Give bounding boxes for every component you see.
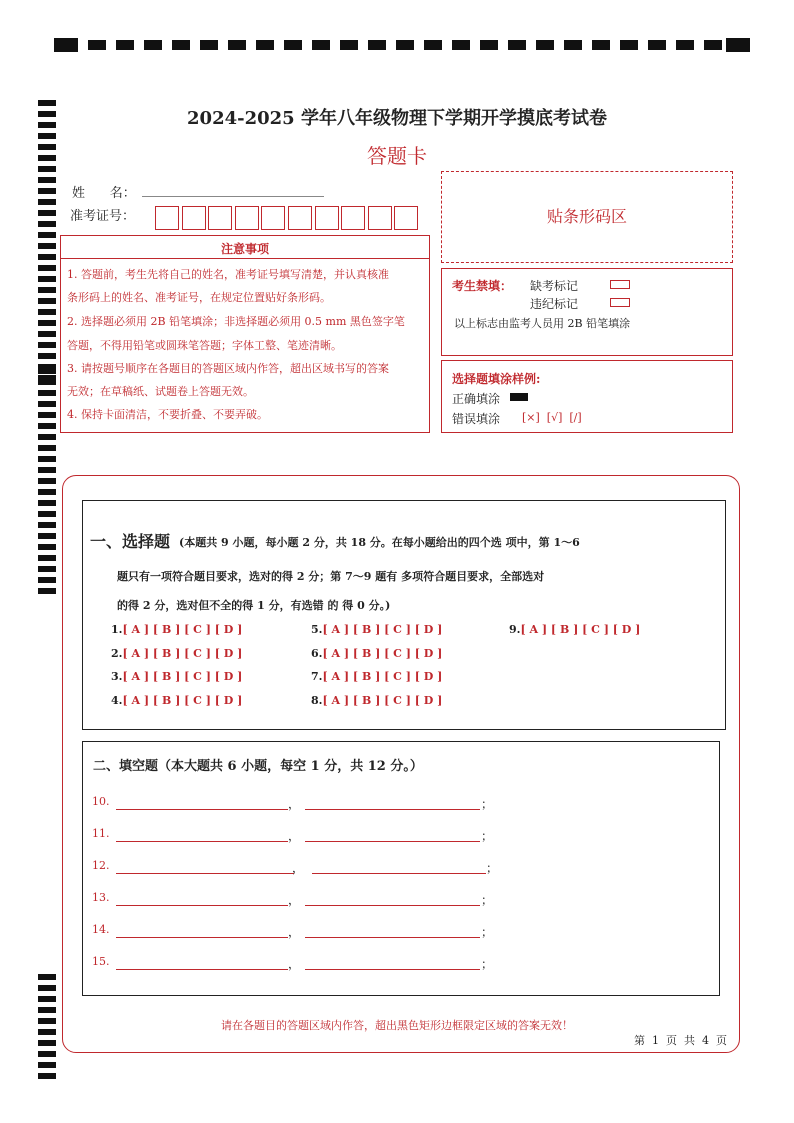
semicolon: ； [481, 957, 494, 971]
answer-blank[interactable] [116, 969, 288, 970]
choice-section-desc-2: 题只有一项符合题目要求，选对的得 2 分；第 7～9 题有 多项符合题目要求，全部选对 [117, 570, 545, 583]
timing-mark [396, 40, 414, 50]
timing-mark [38, 555, 56, 561]
answer-options[interactable]: [ A ] [ B ] [ C ] [ D ] [122, 647, 243, 660]
timing-mark [38, 221, 56, 227]
barcode-label: 贴条形码区 [546, 207, 627, 226]
sample-title: 选择题填涂样例: [452, 372, 541, 386]
choice-question[interactable] [509, 623, 640, 636]
comma: ， [288, 797, 301, 811]
timing-mark [38, 342, 56, 348]
sample-box [441, 360, 733, 433]
question-number: 3. [111, 670, 123, 683]
answer-options[interactable]: [ A ] [ B ] [ C ] [ D ] [322, 694, 443, 707]
timing-mark [38, 188, 56, 194]
exam-id-label: 准考证号： [70, 209, 136, 224]
answer-blank[interactable] [305, 969, 480, 970]
timing-mark [508, 40, 526, 50]
fill-blank-section [82, 741, 720, 996]
timing-mark [38, 445, 56, 451]
timing-mark [38, 379, 56, 385]
top-timing-marks [54, 38, 750, 52]
timing-mark [38, 434, 56, 440]
name-label: 姓 名： [72, 186, 136, 201]
timing-mark [38, 544, 56, 550]
timing-mark [38, 331, 56, 337]
exam-id-cell[interactable] [368, 206, 392, 230]
answer-blank[interactable] [116, 937, 288, 938]
timing-mark [368, 40, 386, 50]
timing-mark [38, 412, 56, 418]
timing-mark [704, 40, 722, 50]
exam-id-cell[interactable] [261, 206, 285, 230]
sample-wrong-label: 错误填涂 [452, 412, 501, 426]
choice-section-desc-1: (本题共 9 小题，每小题 2 分，共 18 分。在每小题给出的四个选 项中，第 1～6 [179, 536, 580, 549]
timing-mark [38, 996, 56, 1002]
choice-question[interactable] [311, 623, 442, 636]
timing-mark [676, 40, 694, 50]
violation-mark-box[interactable] [610, 298, 630, 307]
choice-section-desc-3: 的得 2 分，选对但不全的得 1 分，有选错 的 得 0 分。) [117, 599, 391, 612]
question-number: 9. [509, 623, 521, 636]
notice-line: 1. 答题前，考生先将自己的姓名，准考证号填写清楚，并认真核准 [67, 268, 389, 281]
timing-mark [38, 320, 56, 326]
notice-box [60, 258, 430, 433]
timing-mark [480, 40, 498, 50]
comma: ， [292, 861, 305, 875]
timing-mark [38, 533, 56, 539]
timing-mark [620, 40, 638, 50]
timing-mark [312, 40, 330, 50]
notice-line: 2. 选择题必须用 2B 铅笔填涂；非选择题必须用 0.5 mm 黑色签字笔 [67, 315, 405, 328]
choice-question[interactable] [311, 647, 442, 660]
timing-mark [38, 500, 56, 506]
page-title: 2024-2025 学年八年级物理下学期开学摸底考试卷 [187, 108, 607, 129]
choice-question[interactable] [111, 670, 242, 683]
timing-mark [284, 40, 302, 50]
timing-mark [38, 1007, 56, 1013]
exam-id-cell[interactable] [235, 206, 259, 230]
answer-blank[interactable] [116, 809, 288, 810]
answer-blank[interactable] [305, 905, 480, 906]
notice-line: 无效；在草稿纸、试题卷上答题无效。 [67, 385, 254, 398]
page-subtitle: 答题卡 [367, 144, 427, 168]
comma: ， [288, 957, 301, 971]
answer-blank[interactable] [116, 841, 288, 842]
timing-mark [228, 40, 246, 50]
timing-mark [38, 1051, 56, 1057]
answer-blank[interactable] [312, 873, 486, 874]
answer-options[interactable]: [ A ] [ B ] [ C ] [ D ] [322, 670, 443, 683]
answer-options[interactable]: [ A ] [ B ] [ C ] [ D ] [122, 623, 243, 636]
choice-question[interactable] [311, 694, 442, 707]
timing-mark [38, 522, 56, 528]
exam-marks-note: 以上标志由监考人员用 2B 铅笔填涂 [454, 317, 631, 330]
answer-blank[interactable] [116, 905, 288, 906]
answer-blank[interactable] [305, 937, 480, 938]
fill-blank-section-title: 二、填空题（本大题共 6 小题，每空 1 分，共 12 分。） [93, 759, 423, 774]
answer-options[interactable]: [ A ] [ B ] [ C ] [ D ] [322, 623, 443, 636]
exam-id-cell[interactable] [155, 206, 179, 230]
page-number: 第 1 页 共 4 页 [634, 1034, 727, 1047]
timing-mark [88, 40, 106, 50]
timing-mark [38, 199, 56, 205]
timing-mark [38, 276, 56, 282]
timing-mark [38, 478, 56, 484]
timing-mark [38, 511, 56, 517]
timing-mark [38, 177, 56, 183]
timing-mark [38, 210, 56, 216]
timing-mark [116, 40, 134, 50]
timing-mark [38, 133, 56, 139]
notice-line: 3. 请按题号顺序在各题目的答题区域内作答，超出区域书写的答案 [67, 362, 389, 375]
choice-section [82, 500, 726, 730]
exam-id-cell[interactable] [208, 206, 232, 230]
sample-correct-label: 正确填涂 [452, 392, 501, 406]
comma: ， [288, 829, 301, 843]
semicolon: ； [486, 861, 499, 875]
exam-marks-label: 考生禁填： [452, 279, 513, 293]
notice-line: 条形码上的姓名、准考证号，在规定位置贴好条形码。 [67, 291, 331, 304]
exam-id-cells[interactable] [155, 206, 423, 230]
notice-title-box [60, 235, 430, 259]
left-timing-marks-middle [38, 368, 56, 598]
timing-mark [38, 368, 56, 374]
comma: ， [288, 893, 301, 907]
choice-question[interactable] [111, 647, 242, 660]
choice-question[interactable] [311, 670, 442, 683]
question-number: 2. [111, 647, 123, 660]
timing-mark [38, 243, 56, 249]
timing-mark [38, 1040, 56, 1046]
sample-correct-mark [510, 393, 528, 401]
timing-mark [38, 423, 56, 429]
timing-mark [726, 38, 750, 52]
semicolon: ； [481, 829, 494, 843]
timing-mark [38, 401, 56, 407]
semicolon: ； [481, 797, 494, 811]
timing-mark [648, 40, 666, 50]
fill-question-number: 10. [92, 795, 110, 808]
timing-mark [38, 265, 56, 271]
timing-mark [340, 40, 358, 50]
timing-mark [54, 38, 78, 52]
answer-options[interactable]: [ A ] [ B ] [ C ] [ D ] [520, 623, 641, 636]
question-number: 4. [111, 694, 123, 707]
timing-mark [38, 1073, 56, 1079]
fill-question-number: 11. [92, 827, 110, 840]
comma: ， [288, 925, 301, 939]
timing-mark [564, 40, 582, 50]
timing-mark [38, 985, 56, 991]
fill-question-number: 13. [92, 891, 110, 904]
footer-warning: 请在各题目的答题区域内作答，超出黑色矩形边框限定区域的答案无效！ [221, 1019, 573, 1032]
choice-question[interactable] [111, 694, 242, 707]
barcode-area [441, 171, 733, 263]
question-number: 7. [311, 670, 323, 683]
answer-blank[interactable] [305, 809, 480, 810]
notice-line: 4. 保持卡面清洁，不要折叠、不要弄破。 [67, 408, 268, 421]
exam-id-cell[interactable] [394, 206, 418, 230]
semicolon: ； [481, 893, 494, 907]
timing-mark [38, 588, 56, 594]
timing-mark [38, 390, 56, 396]
exam-id-cell[interactable] [315, 206, 339, 230]
question-number: 6. [311, 647, 323, 660]
exam-id-cell[interactable] [341, 206, 365, 230]
exam-id-cell[interactable] [288, 206, 312, 230]
notice-line: 答题，不得用铅笔或圆珠笔答题；字体工整、笔迹清晰。 [67, 339, 342, 352]
timing-mark [38, 456, 56, 462]
choice-question[interactable] [111, 623, 242, 636]
exam-id-cell[interactable] [182, 206, 206, 230]
timing-mark [38, 489, 56, 495]
answer-options[interactable]: [ A ] [ B ] [ C ] [ D ] [322, 647, 443, 660]
timing-mark [38, 566, 56, 572]
timing-mark [38, 254, 56, 260]
timing-mark [172, 40, 190, 50]
answer-blank[interactable] [305, 841, 480, 842]
timing-mark [38, 974, 56, 980]
timing-mark [144, 40, 162, 50]
timing-mark [38, 353, 56, 359]
timing-mark [38, 467, 56, 473]
timing-mark [38, 1062, 56, 1068]
violation-mark-label: 违纪标记 [530, 297, 579, 311]
choice-section-title: 一、选择题 [90, 532, 171, 551]
question-number: 5. [311, 623, 323, 636]
exam-marks-box [441, 268, 733, 356]
timing-mark [38, 298, 56, 304]
notice-title: 注意事项 [220, 242, 269, 256]
timing-mark [38, 287, 56, 293]
absent-mark-box[interactable] [610, 280, 630, 289]
answer-options[interactable]: [ A ] [ B ] [ C ] [ D ] [122, 694, 243, 707]
question-number: 8. [311, 694, 323, 707]
question-number: 1. [111, 623, 123, 636]
timing-mark [256, 40, 274, 50]
name-field[interactable] [142, 196, 324, 197]
timing-mark [38, 232, 56, 238]
fill-question-number: 15. [92, 955, 110, 968]
sample-wrong-marks: [×] [√] [/] [522, 411, 582, 424]
timing-mark [592, 40, 610, 50]
fill-question-number: 12. [92, 859, 110, 872]
timing-mark [200, 40, 218, 50]
answer-options[interactable]: [ A ] [ B ] [ C ] [ D ] [122, 670, 243, 683]
timing-mark [536, 40, 554, 50]
timing-mark [424, 40, 442, 50]
timing-mark [38, 309, 56, 315]
timing-mark [452, 40, 470, 50]
semicolon: ； [481, 925, 494, 939]
absent-mark-label: 缺考标记 [530, 279, 579, 293]
answer-blank[interactable] [116, 873, 294, 874]
fill-question-number: 14. [92, 923, 110, 936]
timing-mark [38, 577, 56, 583]
